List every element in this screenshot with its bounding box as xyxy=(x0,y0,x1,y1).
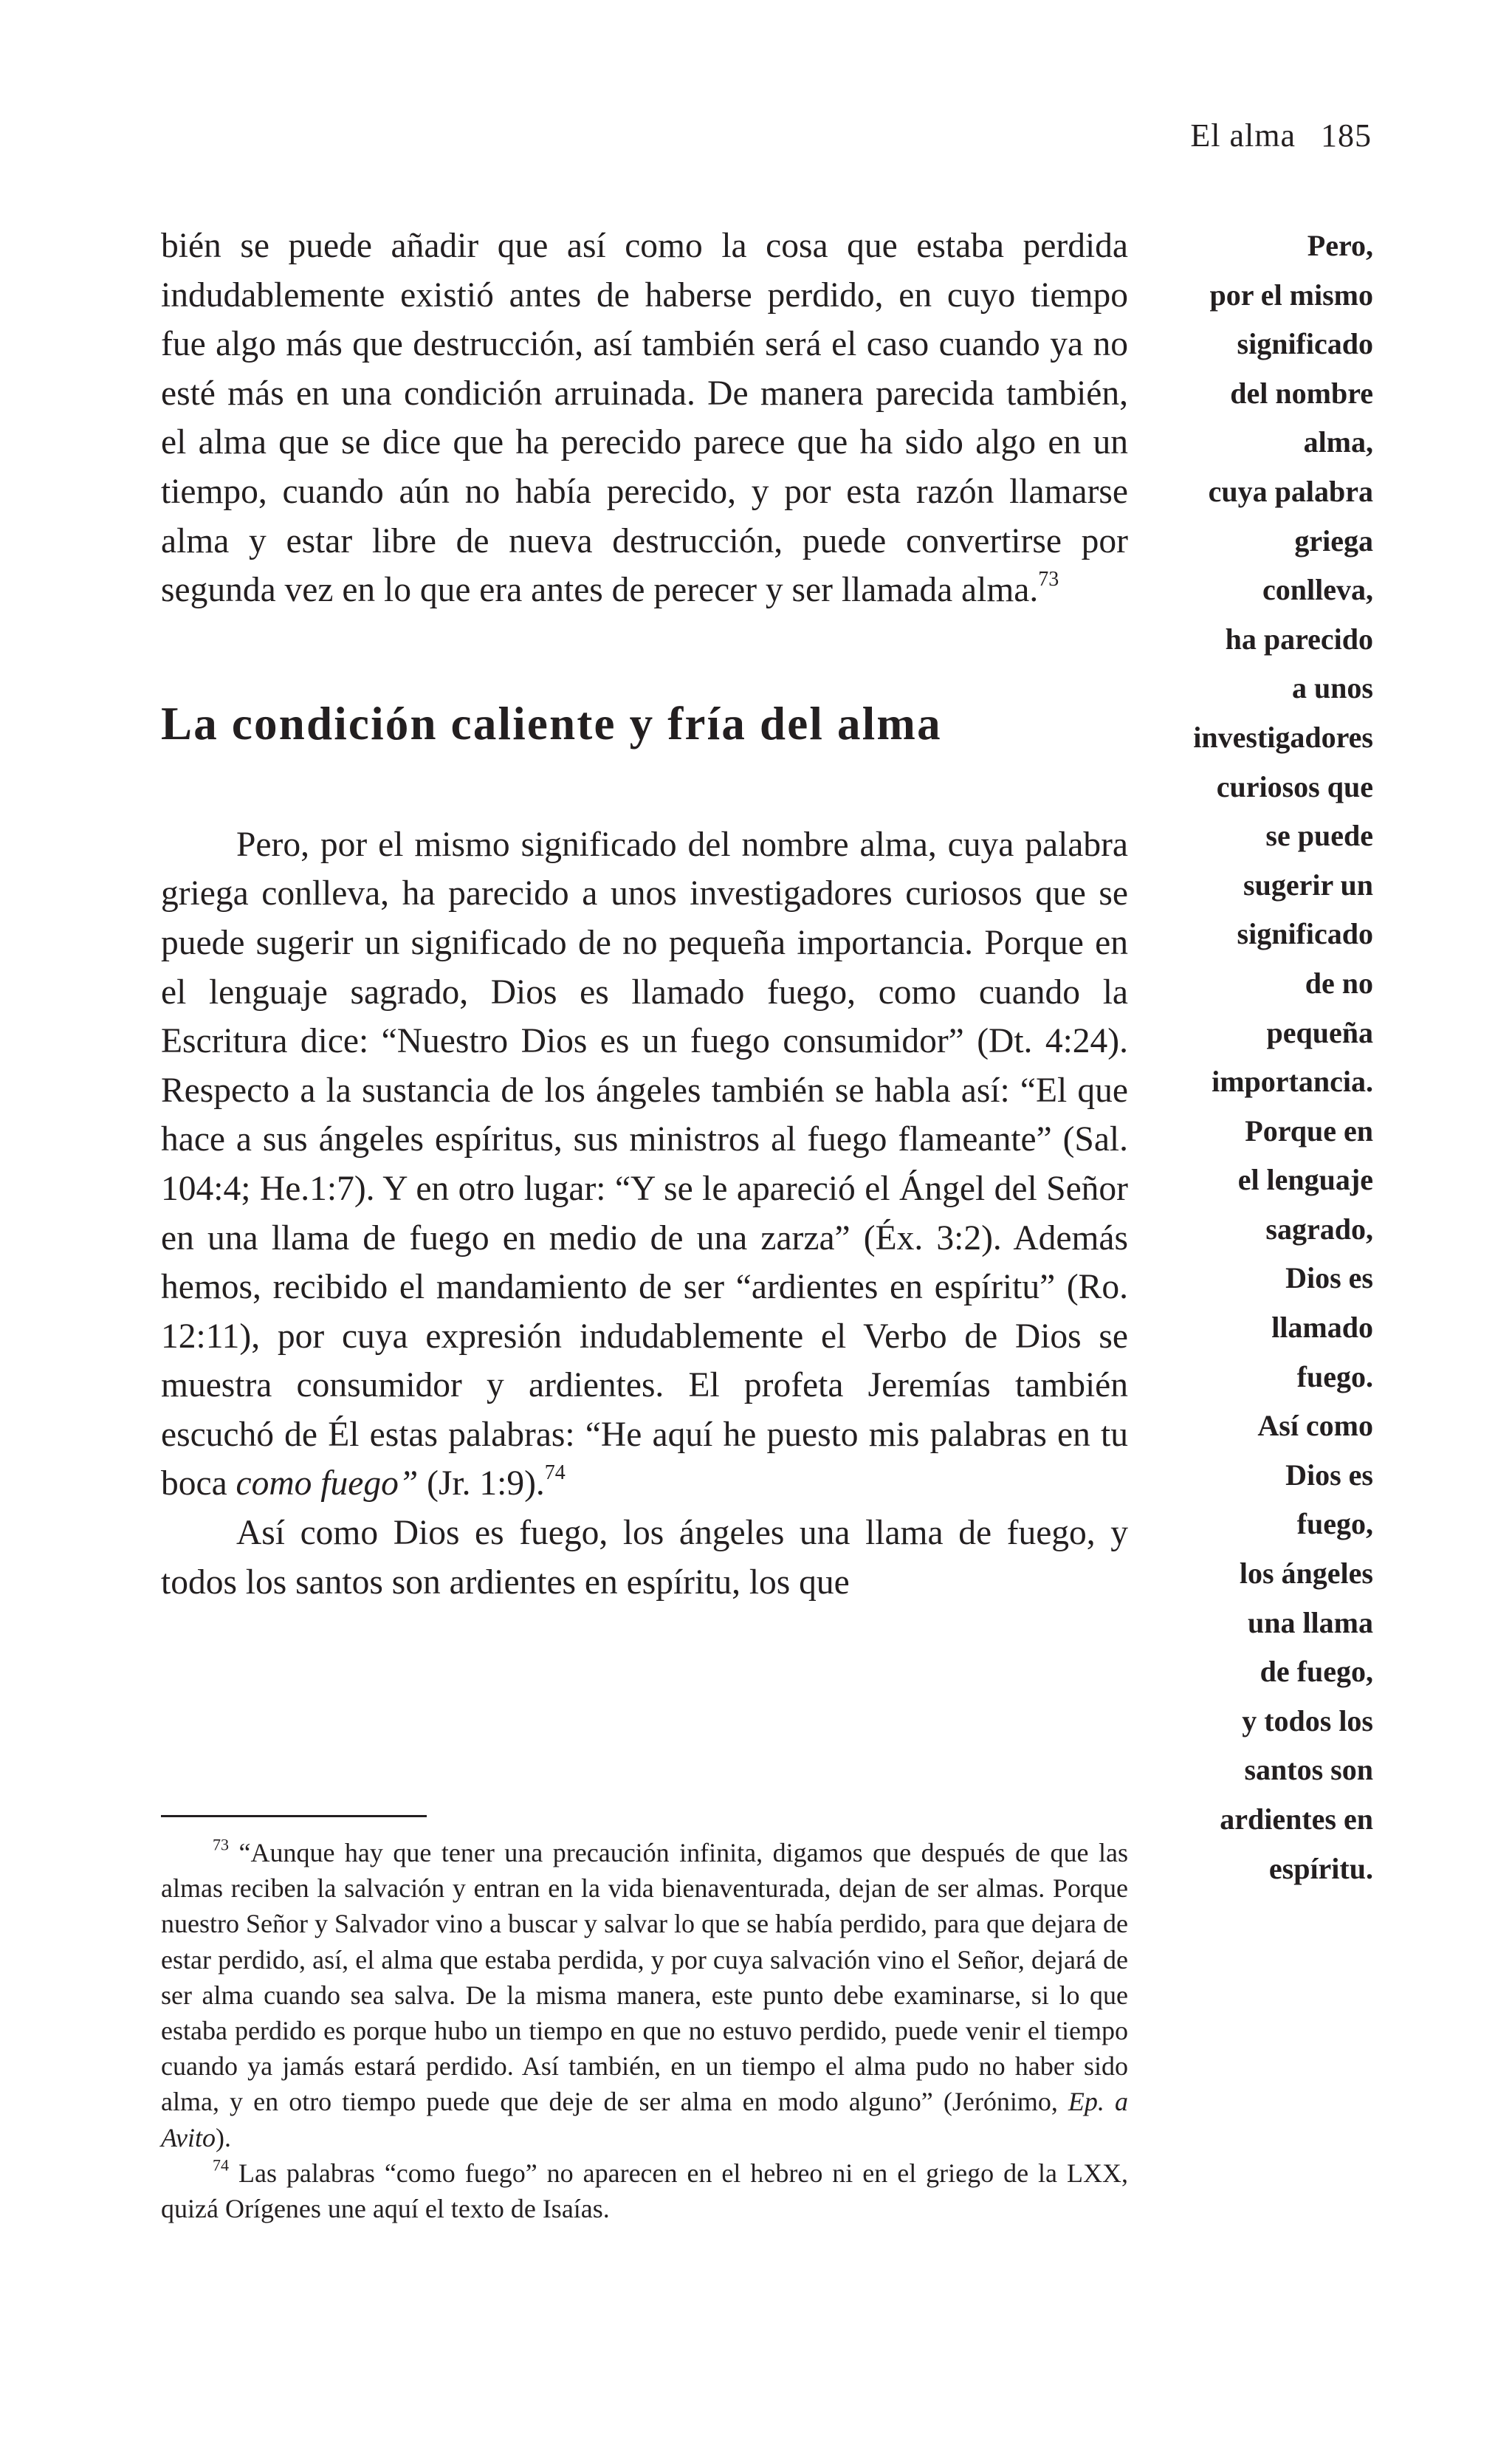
margin-note-line: fuego. xyxy=(1296,1359,1373,1393)
margin-note-line: Así como xyxy=(1257,1409,1373,1443)
margin-note-line: ha parecido xyxy=(1225,622,1373,656)
page-number: 185 xyxy=(1321,117,1372,154)
margin-note-line: cuya palabra xyxy=(1208,474,1373,508)
margin-note-line: por el mismo xyxy=(1209,278,1373,312)
running-header xyxy=(1190,117,1372,154)
margin-note-line: ardientes en xyxy=(1220,1802,1373,1836)
footnote-73-end: ). xyxy=(216,2122,231,2152)
footnote-73-text: “Aunque hay que tener una precaución infinita, digamos que después de que las almas reciben la salvación y entran en la vida bienaventurada, dejan de ser almas. Porque nuestro Señor y Salvador vino a buscar y salvar lo que se había perdido, para que dejara de estar perdido, así, el alma que estaba perdida, y por cuya salvación vino el Señor, dejará de ser alma cuando sea salva. De la misma manera, este punto debe examinarse, si lo que estaba perdido es porque hubo un tiempo en que no estuvo perdido, puede venir el tiempo cuando ya jamás estará perdido. Así también, en un tiempo el alma pudo no haber sido alma, y en otro tiempo puede que deje de ser alma en modo alguno” (Jerónimo, xyxy=(161,1838,1128,2117)
margin-note-line: sagrado, xyxy=(1265,1212,1373,1246)
margin-note-line: curiosos que xyxy=(1216,769,1373,803)
margin-note-line: el lenguaje xyxy=(1237,1163,1373,1197)
margin-note-line: Pero, xyxy=(1307,229,1373,262)
main-text xyxy=(161,222,1128,1607)
paragraph-3: Así como Dios es fuego, los ángeles una llama de fuego, y todos los santos son ardientes en espíritu, los que xyxy=(161,1514,1128,1602)
footnote-rule xyxy=(161,1815,427,1817)
footnote-74-text: Las palabras “como fuego” no aparecen en el hebreo ni en el griego de la LXX, quizá Orígenes une aquí el texto de Isaías. xyxy=(161,2158,1128,2224)
margin-note-line: alma, xyxy=(1303,425,1373,459)
margin-note-line: se puede xyxy=(1265,819,1373,853)
margin-note-line: significado xyxy=(1237,917,1373,951)
margin-note-line: investigadores xyxy=(1193,720,1373,754)
margin-note-line: los ángeles xyxy=(1239,1557,1373,1591)
footnote-73-italic: Ep. a Avito xyxy=(161,2087,1128,2152)
section-heading: La condición caliente y fría del alma xyxy=(161,697,942,749)
margin-note-line: conlleva, xyxy=(1262,573,1373,607)
paragraph-2-tail: (Jr. 1:9). xyxy=(418,1464,545,1503)
margin-note-line: importancia. xyxy=(1212,1065,1373,1099)
paragraph-2 xyxy=(161,820,1128,1509)
margin-note-line: Dios es xyxy=(1285,1458,1373,1492)
paragraph-1-text: bién se puede añadir que así como la cosa que estaba perdida indudablemente existió antes de haberse perdido, en cuyo tiempo fue algo más que destrucción, así también será el caso cuando ya no esté más en una condición arruinada. De manera parecida también, el alma que se dice que ha perecido parece que ha sido algo en un tiempo, cuando aún no había perecido, y por esta razón llamarse alma y estar libre de nueva destrucción, puede convertirse por segunda vez en lo que era antes de perecer y ser llamada alma. xyxy=(161,227,1128,610)
footnote-74-number: 74 xyxy=(213,2155,229,2175)
margin-note-line: del nombre xyxy=(1230,376,1373,410)
running-title: El alma xyxy=(1190,117,1296,154)
footnote-73 xyxy=(161,1835,1128,2155)
margin-note-line: griega xyxy=(1294,524,1373,558)
margin-note xyxy=(1148,222,1373,1893)
margin-note-line: llamado xyxy=(1271,1311,1373,1345)
footnotes xyxy=(161,1835,1128,2226)
paragraph-2-italic: como fuego” xyxy=(236,1464,419,1503)
footnote-74 xyxy=(161,2155,1128,2226)
margin-note-line: fuego, xyxy=(1296,1507,1373,1541)
margin-note-line: espíritu. xyxy=(1268,1851,1373,1885)
paragraph-2-text: Pero, por el mismo significado del nombre alma, cuya palabra griega conlleva, ha parecido a unos investigadores curiosos que se puede sugerir un significado de no pequeña importancia. Porque en el lenguaje sagrado, Dios es llamado fuego, como cuando la Escritura dice: “Nuestro Dios es un fuego consumidor” (Dt. 4:24). Respecto a la sustancia de los ángeles también se habla así: “El que hace a sus ángeles espíritus, sus ministros al fuego flameante” (Sal. 104:4; He.1:7). Y en otro lugar: “Y se le apareció el Ángel del Señor en una llama de fuego en medio de una zarza” (Éx. 3:2). Además hemos, recibido el mandamiento de ser “ardientes en espíritu” (Ro. 12:11), por cuya expresión indudablemente el Verbo de Dios se muestra consumidor y ardientes. El profeta Jeremías también escuchó de Él estas palabras: “He aquí he puesto mis palabras en tu boca xyxy=(161,825,1128,1503)
margin-note-line: y todos los xyxy=(1242,1704,1373,1737)
margin-note-line: a unos xyxy=(1291,671,1373,705)
footnote-ref-74[interactable]: 74 xyxy=(544,1461,566,1485)
margin-note-line: pequeña xyxy=(1266,1015,1373,1049)
footnote-73-number: 73 xyxy=(213,1835,229,1854)
margin-note-line: Dios es xyxy=(1285,1261,1373,1295)
margin-note-line: de no xyxy=(1305,966,1373,1000)
margin-note-line: de fuego, xyxy=(1260,1655,1373,1689)
margin-note-line: significado xyxy=(1237,327,1373,361)
footnote-ref-73[interactable]: 73 xyxy=(1038,568,1059,591)
margin-note-line: sugerir un xyxy=(1243,868,1373,902)
margin-note-line: una llama xyxy=(1247,1605,1373,1639)
margin-note-line: santos son xyxy=(1244,1753,1373,1787)
paragraph-1 xyxy=(161,222,1128,615)
margin-note-line: Porque en xyxy=(1245,1114,1373,1147)
